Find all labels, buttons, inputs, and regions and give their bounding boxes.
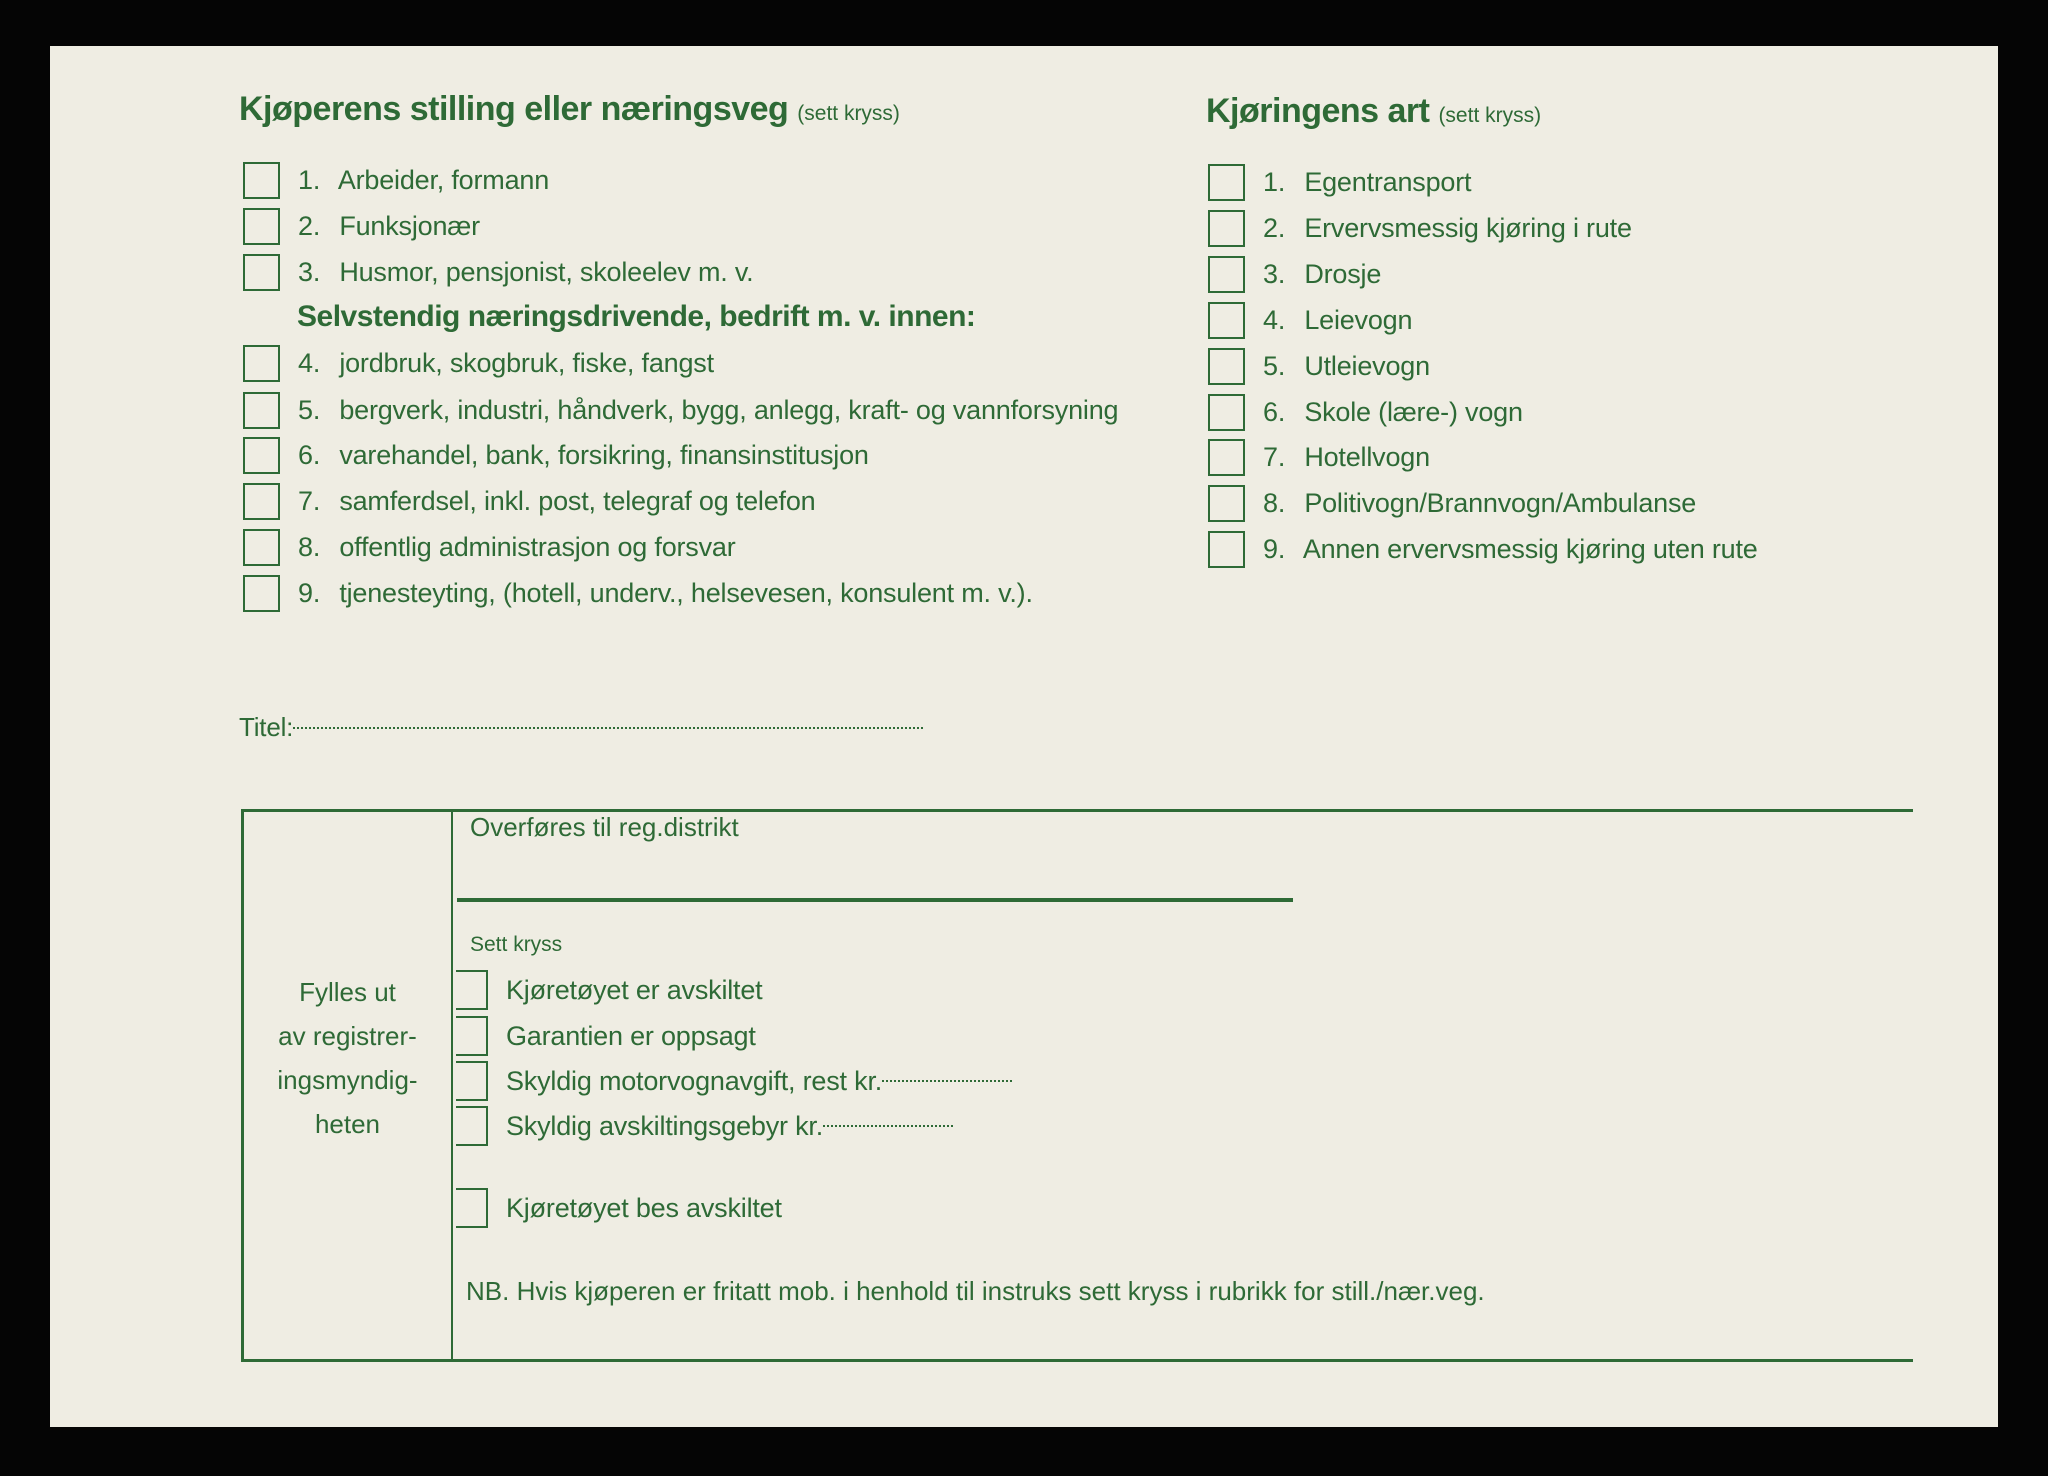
heading-hint: (sett kryss) <box>797 102 900 125</box>
option-label: 3. Husmor, pensjonist, skoleelev m. v. <box>298 257 754 287</box>
option-label: 6. Skole (lære-) vogn <box>1263 397 1523 427</box>
registration-authority-note <box>250 970 445 1146</box>
occupation-option[interactable] <box>243 392 1118 429</box>
transfer-district-line[interactable] <box>457 898 1293 902</box>
nb-note: NB. Hvis kjøperen er fritatt mob. i henhold til instruks sett kryss i rubrikk for still./nær.veg. <box>466 1276 1485 1306</box>
checkbox[interactable] <box>456 1106 488 1146</box>
driving-type-heading <box>1206 92 1541 131</box>
note-line: ingsmyndig- <box>277 1065 418 1095</box>
heading-text: Kjøperens stilling eller næringsveg <box>239 90 789 128</box>
registration-check[interactable] <box>456 1061 1012 1101</box>
driving-type-option[interactable] <box>1208 348 1430 385</box>
checkbox[interactable] <box>456 1016 488 1056</box>
driving-type-option[interactable] <box>1208 394 1523 431</box>
checkbox[interactable] <box>456 970 488 1010</box>
checkbox[interactable] <box>1208 485 1245 522</box>
option-label: 5. Utleievogn <box>1263 351 1430 381</box>
checkbox[interactable] <box>243 345 280 382</box>
option-label: 9. Annen ervervsmessig kjøring uten rute <box>1263 534 1758 564</box>
checkbox[interactable] <box>243 162 280 199</box>
occupation-option[interactable] <box>243 208 480 245</box>
checkbox[interactable] <box>1208 210 1245 247</box>
note-line: heten <box>314 1109 381 1139</box>
title-field[interactable] <box>239 712 923 743</box>
checkbox[interactable] <box>243 575 280 612</box>
checkbox[interactable] <box>1208 439 1245 476</box>
checkbox[interactable] <box>1208 164 1245 201</box>
option-label: 3. Drosje <box>1263 259 1382 289</box>
option-label: 1. Egentransport <box>1263 167 1472 197</box>
check-label: Skyldig avskiltingsgebyr kr. <box>506 1110 824 1141</box>
checkbox[interactable] <box>456 1061 488 1101</box>
checkbox[interactable] <box>1208 394 1245 431</box>
option-label: 4. Leievogn <box>1263 305 1413 335</box>
checkbox[interactable] <box>1208 256 1245 293</box>
driving-type-option[interactable] <box>1208 210 1632 247</box>
registration-check[interactable] <box>456 1188 782 1228</box>
driving-type-option[interactable] <box>1208 531 1758 568</box>
option-label: 2. Funksjonær <box>298 211 480 241</box>
option-label: 2. Ervervsmessig kjøring i rute <box>1263 213 1632 243</box>
title-label: Titel: <box>239 712 294 742</box>
occupation-option[interactable] <box>243 575 1033 612</box>
buyer-occupation-heading <box>239 90 900 129</box>
option-label: 7. Hotellvogn <box>1263 442 1430 472</box>
checkbox[interactable] <box>1208 531 1245 568</box>
registration-check[interactable] <box>456 1106 953 1146</box>
title-dotted-line[interactable] <box>293 727 923 729</box>
occupation-option[interactable] <box>243 254 753 291</box>
box-left-line <box>241 809 244 1362</box>
occupation-option[interactable] <box>243 162 549 199</box>
heading-text: Kjøringens art <box>1206 92 1430 130</box>
self-employed-subheading: Selvstendig næringsdrivende, bedrift m. v. innen: <box>297 300 976 333</box>
heading-hint: (sett kryss) <box>1438 104 1542 127</box>
note-line: Fylles ut <box>299 977 396 1007</box>
check-label: Garantien er oppsagt <box>506 1020 756 1051</box>
checkbox[interactable] <box>456 1188 488 1228</box>
option-label: 7. samferdsel, inkl. post, telegraf og telefon <box>298 486 816 516</box>
check-label: Skyldig motorvognavgift, rest kr. <box>506 1065 883 1096</box>
check-label: Kjøretøyet er avskiltet <box>506 974 763 1005</box>
option-label: 9. tjenesteyting, (hotell, underv., helsevesen, konsulent m. v.). <box>298 578 1033 608</box>
option-label: 8. offentlig administrasjon og forsvar <box>298 532 736 562</box>
note-line: av registrer- <box>278 1021 417 1051</box>
transfer-district-label: Overføres til reg.distrikt <box>470 812 739 842</box>
checkbox[interactable] <box>243 483 280 520</box>
occupation-option[interactable] <box>243 529 736 566</box>
box-bottom-line <box>242 1359 1913 1362</box>
sett-kryss-label: Sett kryss <box>470 933 563 956</box>
checkbox[interactable] <box>243 437 280 474</box>
checkbox[interactable] <box>243 529 280 566</box>
registration-check[interactable] <box>456 1016 756 1056</box>
occupation-option[interactable] <box>243 483 815 520</box>
box-divider-line <box>451 809 453 1362</box>
option-label: 5. bergverk, industri, håndverk, bygg, anlegg, kraft- og vannforsyning <box>298 395 1119 425</box>
checkbox[interactable] <box>1208 348 1245 385</box>
option-label: 1. Arbeider, formann <box>298 165 550 195</box>
check-label: Kjøretøyet bes avskiltet <box>506 1192 782 1223</box>
driving-type-option[interactable] <box>1208 485 1696 522</box>
checkbox[interactable] <box>243 254 280 291</box>
occupation-option[interactable] <box>243 345 714 382</box>
checkbox[interactable] <box>243 208 280 245</box>
amount-dotted-line[interactable] <box>882 1080 1012 1082</box>
driving-type-option[interactable] <box>1208 164 1471 201</box>
checkbox[interactable] <box>1208 302 1245 339</box>
option-label: 4. jordbruk, skogbruk, fiske, fangst <box>298 348 714 378</box>
amount-dotted-line[interactable] <box>823 1125 953 1127</box>
registration-check[interactable] <box>456 970 762 1010</box>
driving-type-option[interactable] <box>1208 256 1381 293</box>
checkbox[interactable] <box>243 392 280 429</box>
occupation-option[interactable] <box>243 437 869 474</box>
driving-type-option[interactable] <box>1208 439 1430 476</box>
driving-type-option[interactable] <box>1208 302 1412 339</box>
option-label: 6. varehandel, bank, forsikring, finansinstitusjon <box>298 440 869 470</box>
option-label: 8. Politivogn/Brannvogn/Ambulanse <box>1263 488 1697 518</box>
